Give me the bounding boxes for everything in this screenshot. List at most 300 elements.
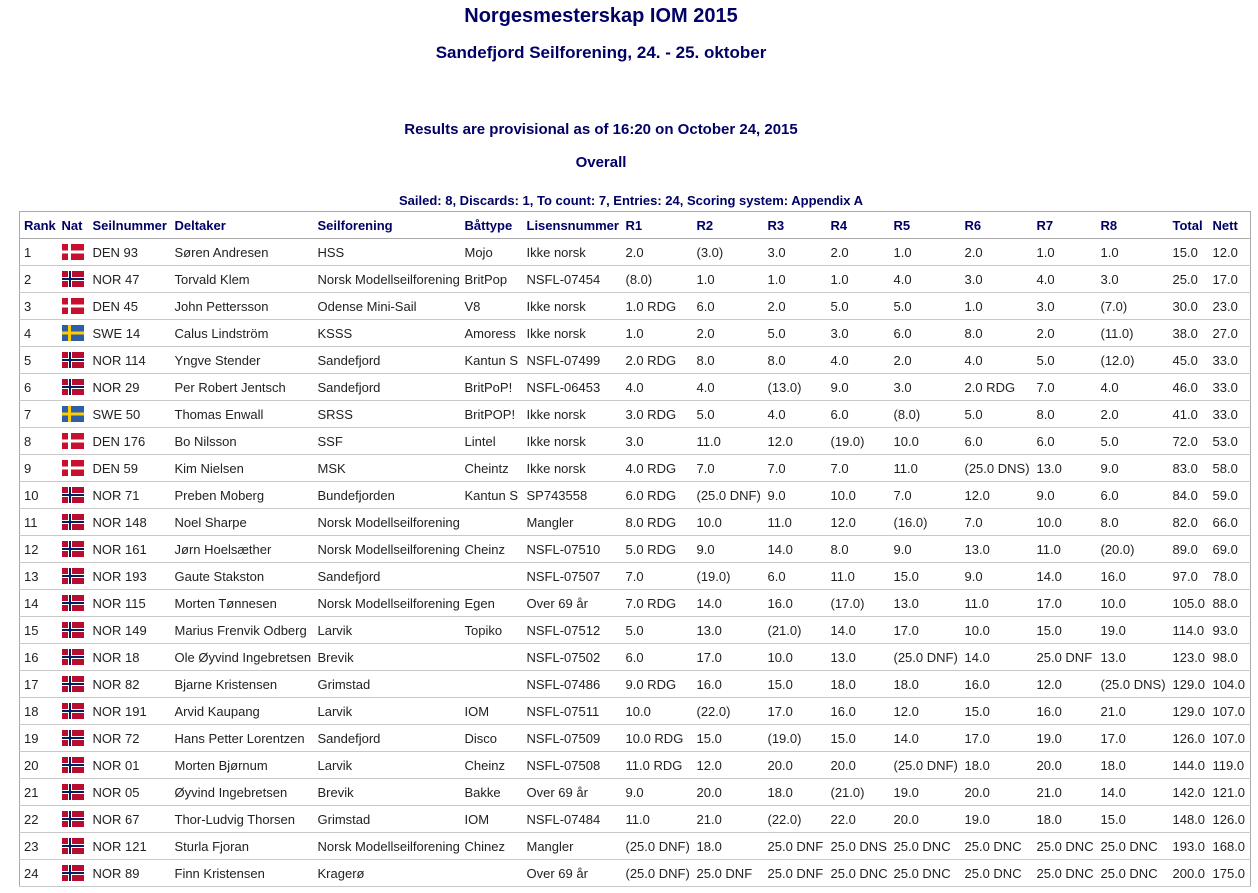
race-6-cell: 19.0 [961,806,1033,833]
boat-type-cell [461,644,523,671]
flag-nor-icon [62,757,84,773]
race-3-cell: (19.0) [764,725,827,752]
sail-number-cell: NOR 47 [89,266,171,293]
total-cell: 200.0 [1169,860,1209,887]
sail-number-cell: NOR 01 [89,752,171,779]
boat-type-cell: Bakke [461,779,523,806]
race-8-cell: (20.0) [1097,536,1169,563]
race-2-cell: 14.0 [693,590,764,617]
column-header: R5 [890,212,961,239]
participant-cell: Per Robert Jentsch [171,374,314,401]
total-cell: 126.0 [1169,725,1209,752]
race-7-cell: 9.0 [1033,482,1097,509]
rank-cell: 10 [20,482,58,509]
column-header: Nat [58,212,89,239]
race-1-cell: 11.0 RDG [622,752,693,779]
total-cell: 129.0 [1169,671,1209,698]
race-2-cell: 7.0 [693,455,764,482]
flag-swe-icon [62,406,84,422]
race-4-cell: (17.0) [827,590,890,617]
participant-cell: Calus Lindström [171,320,314,347]
nett-cell: 59.0 [1209,482,1251,509]
race-3-cell: 8.0 [764,347,827,374]
race-2-cell: 21.0 [693,806,764,833]
race-5-cell: (25.0 DNF) [890,752,961,779]
total-cell: 41.0 [1169,401,1209,428]
sail-number-cell: NOR 05 [89,779,171,806]
total-cell: 38.0 [1169,320,1209,347]
participant-cell: Øyvind Ingebretsen [171,779,314,806]
race-8-cell: (7.0) [1097,293,1169,320]
race-1-cell: 1.0 RDG [622,293,693,320]
race-3-cell: (21.0) [764,617,827,644]
race-1-cell: 6.0 RDG [622,482,693,509]
rank-cell: 4 [20,320,58,347]
race-7-cell: 19.0 [1033,725,1097,752]
race-5-cell: 11.0 [890,455,961,482]
table-row [20,401,1251,428]
race-3-cell: (13.0) [764,374,827,401]
race-8-cell: 16.0 [1097,563,1169,590]
column-header: R7 [1033,212,1097,239]
nett-cell: 121.0 [1209,779,1251,806]
race-3-cell: 10.0 [764,644,827,671]
race-4-cell: 11.0 [827,563,890,590]
sail-number-cell: NOR 82 [89,671,171,698]
race-1-cell: 4.0 RDG [622,455,693,482]
flag-nor-icon [62,676,84,692]
page-subtitle: Sandefjord Seilforening, 24. - 25. oktober [435,43,767,62]
club-cell: Odense Mini-Sail [314,293,461,320]
license-cell: Ikke norsk [523,239,622,266]
nat-cell [58,266,89,293]
race-2-cell: (19.0) [693,563,764,590]
license-cell: NSFL-07511 [523,698,622,725]
club-cell: Sandefjord [314,725,461,752]
race-5-cell: 5.0 [890,293,961,320]
nett-cell: 33.0 [1209,374,1251,401]
club-cell: Sandefjord [314,347,461,374]
license-cell: Ikke norsk [523,320,622,347]
nat-cell [58,617,89,644]
race-3-cell: 5.0 [764,320,827,347]
race-3-cell: 25.0 DNF [764,833,827,860]
nett-cell: 69.0 [1209,536,1251,563]
flag-nor-icon [62,541,84,557]
club-cell: Larvik [314,698,461,725]
race-6-cell: 16.0 [961,671,1033,698]
rank-cell: 2 [20,266,58,293]
race-3-cell: 6.0 [764,563,827,590]
club-cell: Brevik [314,779,461,806]
sail-number-cell: SWE 50 [89,401,171,428]
boat-type-cell: Lintel [461,428,523,455]
race-8-cell: 5.0 [1097,428,1169,455]
rank-cell: 14 [20,590,58,617]
race-8-cell: 3.0 [1097,266,1169,293]
race-7-cell: 18.0 [1033,806,1097,833]
race-5-cell: 10.0 [890,428,961,455]
nett-cell: 66.0 [1209,509,1251,536]
flag-nor-icon [62,703,84,719]
rank-cell: 11 [20,509,58,536]
nett-cell: 78.0 [1209,563,1251,590]
race-3-cell: 16.0 [764,590,827,617]
race-4-cell: 8.0 [827,536,890,563]
license-cell: Mangler [523,509,622,536]
rank-cell: 12 [20,536,58,563]
race-6-cell: 7.0 [961,509,1033,536]
race-7-cell: 10.0 [1033,509,1097,536]
boat-type-cell: V8 [461,293,523,320]
race-5-cell: 25.0 DNC [890,833,961,860]
license-cell: NSFL-07507 [523,563,622,590]
race-2-cell: 12.0 [693,752,764,779]
race-6-cell: 4.0 [961,347,1033,374]
nat-cell [58,644,89,671]
race-4-cell: 18.0 [827,671,890,698]
rank-cell: 9 [20,455,58,482]
race-7-cell: 14.0 [1033,563,1097,590]
table-row [20,617,1251,644]
nat-cell [58,428,89,455]
nat-cell [58,293,89,320]
boat-type-cell: BritPop [461,266,523,293]
nat-cell [58,752,89,779]
race-8-cell: 17.0 [1097,725,1169,752]
club-cell: Norsk Modellseilforening [314,536,461,563]
boat-type-cell: Disco [461,725,523,752]
rank-cell: 6 [20,374,58,401]
nat-cell [58,806,89,833]
race-1-cell: 2.0 RDG [622,347,693,374]
column-header: R8 [1097,212,1169,239]
rank-cell: 22 [20,806,58,833]
race-7-cell: 6.0 [1033,428,1097,455]
table-row [20,860,1251,887]
race-4-cell: 1.0 [827,266,890,293]
license-cell: Over 69 år [523,860,622,887]
race-8-cell: 15.0 [1097,806,1169,833]
race-2-cell: 6.0 [693,293,764,320]
sail-number-cell: NOR 114 [89,347,171,374]
participant-cell: Yngve Stender [171,347,314,374]
race-5-cell: 25.0 DNC [890,860,961,887]
race-2-cell: 18.0 [693,833,764,860]
race-6-cell: 10.0 [961,617,1033,644]
flag-nor-icon [62,487,84,503]
participant-cell: Bjarne Kristensen [171,671,314,698]
total-cell: 25.0 [1169,266,1209,293]
license-cell: Over 69 år [523,779,622,806]
participant-cell: Søren Andresen [171,239,314,266]
race-4-cell: 3.0 [827,320,890,347]
nat-cell [58,563,89,590]
boat-type-cell: Kantun S [461,347,523,374]
table-row [20,482,1251,509]
race-3-cell: 7.0 [764,455,827,482]
race-1-cell: (8.0) [622,266,693,293]
race-5-cell: 20.0 [890,806,961,833]
race-3-cell: 1.0 [764,266,827,293]
flag-swe-icon [62,325,84,341]
total-cell: 148.0 [1169,806,1209,833]
sail-number-cell: NOR 161 [89,536,171,563]
table-row [20,374,1251,401]
race-5-cell: 12.0 [890,698,961,725]
club-cell: Norsk Modellseilforening [314,590,461,617]
race-7-cell: 11.0 [1033,536,1097,563]
license-cell: Ikke norsk [523,401,622,428]
race-7-cell: 25.0 DNC [1033,833,1097,860]
boat-type-cell: Kantun S [461,482,523,509]
race-2-cell: (3.0) [693,239,764,266]
table-header-row [20,212,1251,239]
race-2-cell: 10.0 [693,509,764,536]
race-7-cell: 21.0 [1033,779,1097,806]
license-cell: NSFL-07510 [523,536,622,563]
license-cell: Ikke norsk [523,455,622,482]
boat-type-cell: Mojo [461,239,523,266]
nett-cell: 104.0 [1209,671,1251,698]
sail-number-cell: NOR 191 [89,698,171,725]
boat-type-cell [461,671,523,698]
table-row [20,239,1251,266]
race-3-cell: 25.0 DNF [764,860,827,887]
race-7-cell: 15.0 [1033,617,1097,644]
nat-cell [58,347,89,374]
boat-type-cell: Cheinz [461,536,523,563]
license-cell: NSFL-07499 [523,347,622,374]
race-7-cell: 16.0 [1033,698,1097,725]
race-4-cell: 7.0 [827,455,890,482]
table-row [20,671,1251,698]
rank-cell: 7 [20,401,58,428]
column-header: R4 [827,212,890,239]
total-cell: 82.0 [1169,509,1209,536]
boat-type-cell: Topiko [461,617,523,644]
race-3-cell: 17.0 [764,698,827,725]
race-2-cell: 11.0 [693,428,764,455]
flag-nor-icon [62,649,84,665]
nat-cell [58,833,89,860]
rank-cell: 20 [20,752,58,779]
nat-cell [58,509,89,536]
race-4-cell: 6.0 [827,401,890,428]
race-5-cell: 1.0 [890,239,961,266]
boat-type-cell: Cheintz [461,455,523,482]
page-title: Norgesmesterskap IOM 2015 [464,5,738,27]
club-cell: Larvik [314,752,461,779]
race-4-cell: 4.0 [827,347,890,374]
total-cell: 46.0 [1169,374,1209,401]
nat-cell [58,320,89,347]
sail-number-cell: NOR 89 [89,860,171,887]
flag-nor-icon [62,379,84,395]
race-2-cell: (22.0) [693,698,764,725]
race-1-cell: 7.0 [622,563,693,590]
boat-type-cell: Egen [461,590,523,617]
race-7-cell: 3.0 [1033,293,1097,320]
nett-cell: 107.0 [1209,698,1251,725]
race-4-cell: 2.0 [827,239,890,266]
race-7-cell: 2.0 [1033,320,1097,347]
rank-cell: 19 [20,725,58,752]
license-cell: Ikke norsk [523,293,622,320]
club-cell: Grimstad [314,806,461,833]
race-1-cell: 9.0 [622,779,693,806]
race-8-cell: 8.0 [1097,509,1169,536]
club-cell: Norsk Modellseilforening [314,509,461,536]
table-row [20,779,1251,806]
sail-number-cell: DEN 45 [89,293,171,320]
race-3-cell: 20.0 [764,752,827,779]
boat-type-cell: Cheinz [461,752,523,779]
flag-nor-icon [62,784,84,800]
flag-den-icon [62,244,84,260]
race-1-cell: 7.0 RDG [622,590,693,617]
total-cell: 89.0 [1169,536,1209,563]
nett-cell: 33.0 [1209,347,1251,374]
total-cell: 123.0 [1169,644,1209,671]
sail-number-cell: NOR 71 [89,482,171,509]
rank-cell: 5 [20,347,58,374]
table-row [20,347,1251,374]
race-6-cell: 5.0 [961,401,1033,428]
sail-number-cell: NOR 149 [89,617,171,644]
race-7-cell: 7.0 [1033,374,1097,401]
table-row [20,455,1251,482]
race-7-cell: 5.0 [1033,347,1097,374]
race-1-cell: (25.0 DNF) [622,833,693,860]
race-8-cell: 6.0 [1097,482,1169,509]
race-5-cell: 3.0 [890,374,961,401]
race-8-cell: (11.0) [1097,320,1169,347]
participant-cell: Sturla Fjoran [171,833,314,860]
flag-den-icon [62,460,84,476]
sail-number-cell: DEN 176 [89,428,171,455]
club-cell: Grimstad [314,671,461,698]
participant-cell: Noel Sharpe [171,509,314,536]
race-3-cell: 11.0 [764,509,827,536]
table-row [20,698,1251,725]
rank-cell: 16 [20,644,58,671]
total-cell: 193.0 [1169,833,1209,860]
race-8-cell: 19.0 [1097,617,1169,644]
race-6-cell: 6.0 [961,428,1033,455]
race-6-cell: 3.0 [961,266,1033,293]
column-header: R6 [961,212,1033,239]
column-header: Seilforening [314,212,461,239]
flag-nor-icon [62,730,84,746]
race-8-cell: 1.0 [1097,239,1169,266]
race-6-cell: 13.0 [961,536,1033,563]
status-text: Results are provisional as of 16:20 on October 24, 2015 [404,121,798,138]
nett-cell: 17.0 [1209,266,1251,293]
nett-cell: 168.0 [1209,833,1251,860]
race-8-cell: 4.0 [1097,374,1169,401]
race-4-cell: 12.0 [827,509,890,536]
race-5-cell: (16.0) [890,509,961,536]
race-7-cell: 25.0 DNC [1033,860,1097,887]
race-2-cell: (25.0 DNF) [693,482,764,509]
total-cell: 72.0 [1169,428,1209,455]
total-cell: 114.0 [1169,617,1209,644]
race-8-cell: 13.0 [1097,644,1169,671]
sail-number-cell: NOR 148 [89,509,171,536]
license-cell: NSFL-07509 [523,725,622,752]
nat-cell [58,401,89,428]
race-4-cell: 10.0 [827,482,890,509]
race-5-cell: 2.0 [890,347,961,374]
sail-number-cell: NOR 72 [89,725,171,752]
race-1-cell: 8.0 RDG [622,509,693,536]
nat-cell [58,536,89,563]
column-header: R1 [622,212,693,239]
license-cell: NSFL-07486 [523,671,622,698]
table-row [20,833,1251,860]
participant-cell: Morten Tønnesen [171,590,314,617]
flag-den-icon [62,298,84,314]
race-3-cell: 12.0 [764,428,827,455]
column-header: Deltaker [171,212,314,239]
boat-type-cell: IOM [461,698,523,725]
race-5-cell: 15.0 [890,563,961,590]
total-cell: 45.0 [1169,347,1209,374]
race-2-cell: 25.0 DNF [693,860,764,887]
nat-cell [58,455,89,482]
race-7-cell: 13.0 [1033,455,1097,482]
race-1-cell: 10.0 [622,698,693,725]
nat-cell [58,725,89,752]
boat-type-cell: Amoress [461,320,523,347]
license-cell: Mangler [523,833,622,860]
license-cell: Over 69 år [523,590,622,617]
race-6-cell: 2.0 RDG [961,374,1033,401]
column-header: Lisensnummer [523,212,622,239]
nat-cell [58,671,89,698]
nett-cell: 53.0 [1209,428,1251,455]
race-8-cell: (25.0 DNS) [1097,671,1169,698]
race-5-cell: 4.0 [890,266,961,293]
race-5-cell: 18.0 [890,671,961,698]
race-2-cell: 2.0 [693,320,764,347]
flag-nor-icon [62,271,84,287]
flag-nor-icon [62,514,84,530]
nett-cell: 175.0 [1209,860,1251,887]
race-7-cell: 8.0 [1033,401,1097,428]
race-7-cell: 25.0 DNF [1033,644,1097,671]
race-2-cell: 17.0 [693,644,764,671]
race-3-cell: 18.0 [764,779,827,806]
race-3-cell: 9.0 [764,482,827,509]
nat-cell [58,374,89,401]
race-1-cell: 9.0 RDG [622,671,693,698]
race-8-cell: 10.0 [1097,590,1169,617]
table-row [20,293,1251,320]
race-1-cell: 3.0 RDG [622,401,693,428]
table-row [20,536,1251,563]
race-4-cell: 20.0 [827,752,890,779]
participant-cell: Thor-Ludvig Thorsen [171,806,314,833]
flag-den-icon [62,433,84,449]
race-2-cell: 8.0 [693,347,764,374]
club-cell: Sandefjord [314,563,461,590]
nat-cell [58,482,89,509]
race-5-cell: 17.0 [890,617,961,644]
race-5-cell: 19.0 [890,779,961,806]
table-row [20,320,1251,347]
